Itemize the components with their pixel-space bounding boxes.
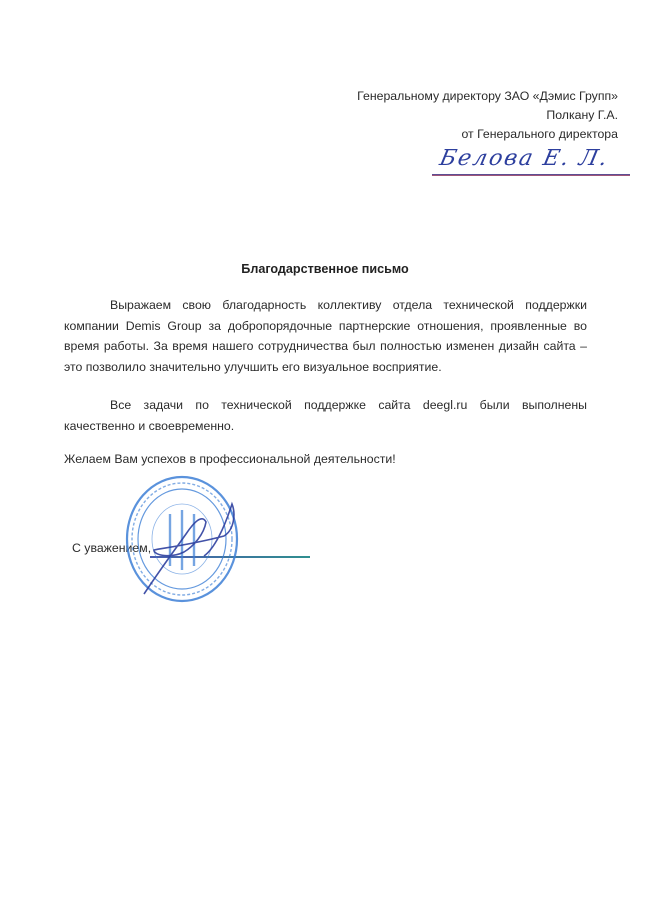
paragraph-2-text: Все задачи по технической поддержке сайта deegl.ru были выполнены качественно и своевременно. bbox=[64, 398, 587, 433]
letter-title: Благодарственное письмо bbox=[241, 262, 409, 276]
handwritten-name-text: Белова Е. Л. bbox=[437, 146, 612, 171]
paragraph-1-text: Выражаем свою благодарность коллективу отдела технической поддержки компании Demis Group за добропорядочные партнерские отношения, проявленные во время работы. За время нашего сотрудничества был полностью изменен дизайн сайта – это позволило значительно улучшить его визуальное восприятие. bbox=[64, 298, 587, 374]
addressee-block bbox=[357, 87, 618, 144]
addressee-line-3: от Генерального директора bbox=[461, 127, 618, 141]
sender-handwritten-name bbox=[432, 146, 630, 180]
paragraph-1 bbox=[64, 295, 587, 377]
paragraph-2 bbox=[64, 395, 587, 436]
addressee-line-1: Генеральному директору ЗАО «Дэмис Групп» bbox=[357, 89, 618, 103]
closing-text: С уважением, bbox=[72, 541, 152, 555]
paragraph-3-text: Желаем Вам успехов в профессиональной деятельности! bbox=[64, 452, 396, 466]
paragraph-3 bbox=[64, 449, 587, 470]
signature-underline bbox=[432, 174, 630, 176]
addressee-line-2: Полкану Г.А. bbox=[546, 108, 618, 122]
stamp-seal bbox=[124, 474, 240, 604]
